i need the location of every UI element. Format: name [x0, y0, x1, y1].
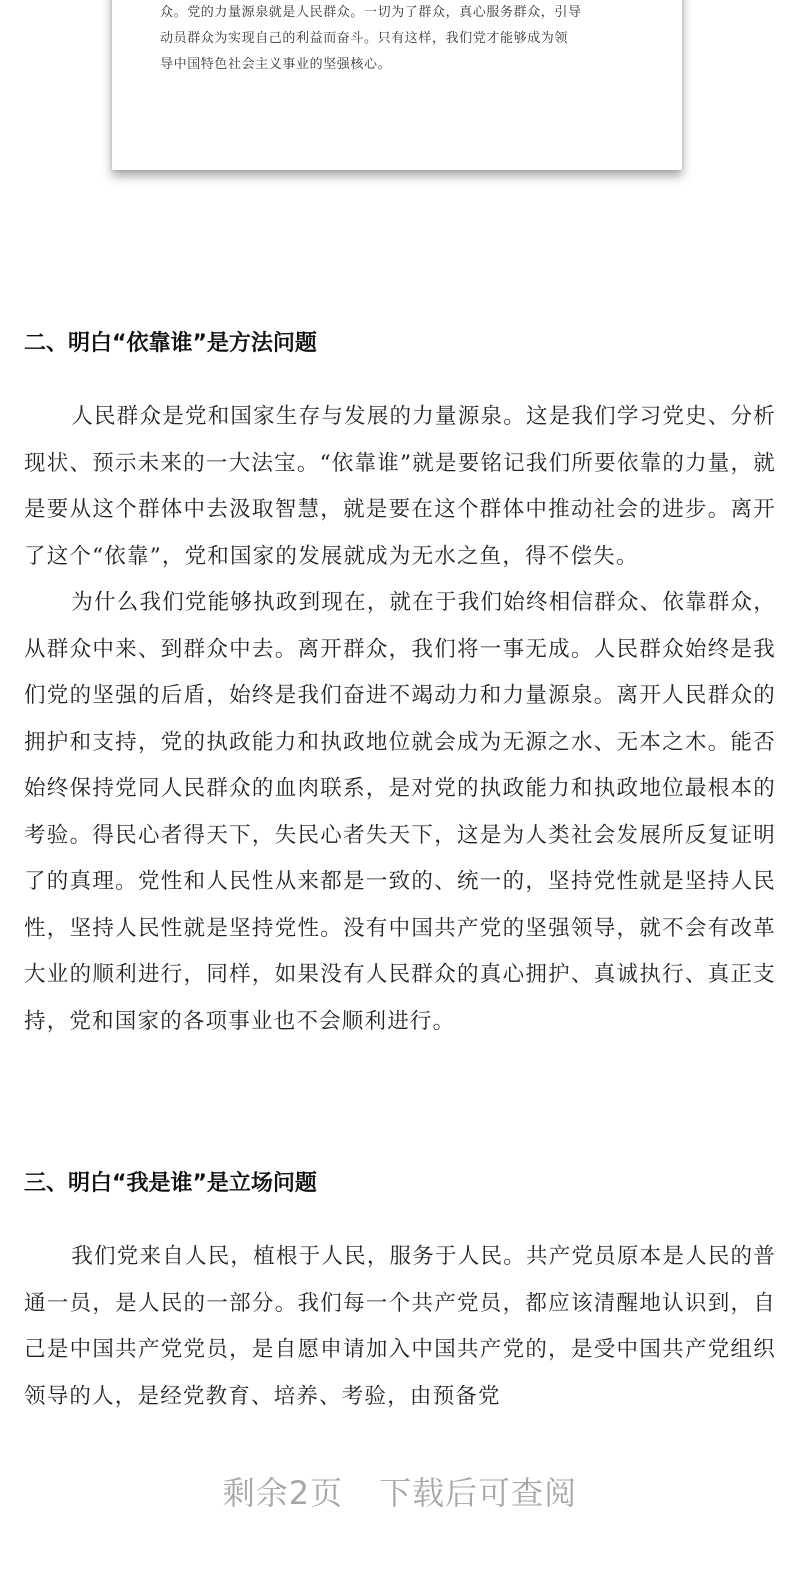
card-line: 导中国特色社会主义事业的坚强核心。: [160, 57, 392, 72]
paragraph: 我们党来自人民，植根于人民，服务于人民。共产党员原本是人民的普通一员，是人民的一部分。我们每一个共产党员，都应该清醒地认识到，自己是中国共产党党员，是自愿申请加入中国共产党的，是受中国共产党组织领导的人，是经党教育、培养、考验，由预备党: [24, 1244, 776, 1409]
paragraph: 为什么我们党能够执政到现在，就在于我们始终相信群众、依靠群众，从群众中来、到群众中去。离开群众，我们将一事无成。人民群众始终是我们党的坚强的后盾，始终是我们奋进不竭动力和力量源泉。离开人民群众的拥护和支持，党的执政能力和执政地位就会成为无源之水、无本之木。能否始终保持党同人民群众的血肉联系，是对党的执政能力和执政地位最根本的考验。得民心者得天下，失民心者失天下，这是为人类社会发展所反复证明了的真理。党性和人民性从来都是一致的、统一的，坚持党性就是坚持人民性，坚持人民性就是坚持党性。没有中国共产党的坚强领导，就不会有改革大业的顺利进行，同样，如果没有人民群众的真心拥护、真诚执行、真正支持，党和国家的各项事业也不会顺利进行。: [24, 590, 776, 1034]
section-body-2: [24, 394, 776, 1045]
card-line: 众。党的力量源泉就是人民群众。一切为了群众，真心服务群众，引导: [160, 5, 582, 20]
document-preview-card: [112, 0, 682, 170]
section-heading-2: 二、明白“依靠谁”是方法问题: [24, 331, 317, 356]
section-body-3: [24, 1234, 776, 1420]
remaining-pages-label: 剩余2页: [222, 1474, 344, 1512]
section-heading-3: 三、明白“我是谁”是立场问题: [24, 1171, 317, 1196]
paragraph: 人民群众是党和国家生存与发展的力量源泉。这是我们学习党史、分析现状、预示未来的一大法宝。“依靠谁”就是要铭记我们所要依靠的力量，就是要从这个群体中去汲取智慧，就是要在这个群体中推动社会的进步。离开了这个“依靠”，党和国家的发展就成为无水之鱼，得不偿失。: [24, 404, 776, 569]
download-to-view-link[interactable]: 下载后可查阅: [379, 1474, 578, 1512]
card-line: 动员群众为实现自己的利益而奋斗。只有这样，我们党才能够成为领: [160, 31, 569, 46]
download-prompt[interactable]: [0, 1468, 800, 1514]
